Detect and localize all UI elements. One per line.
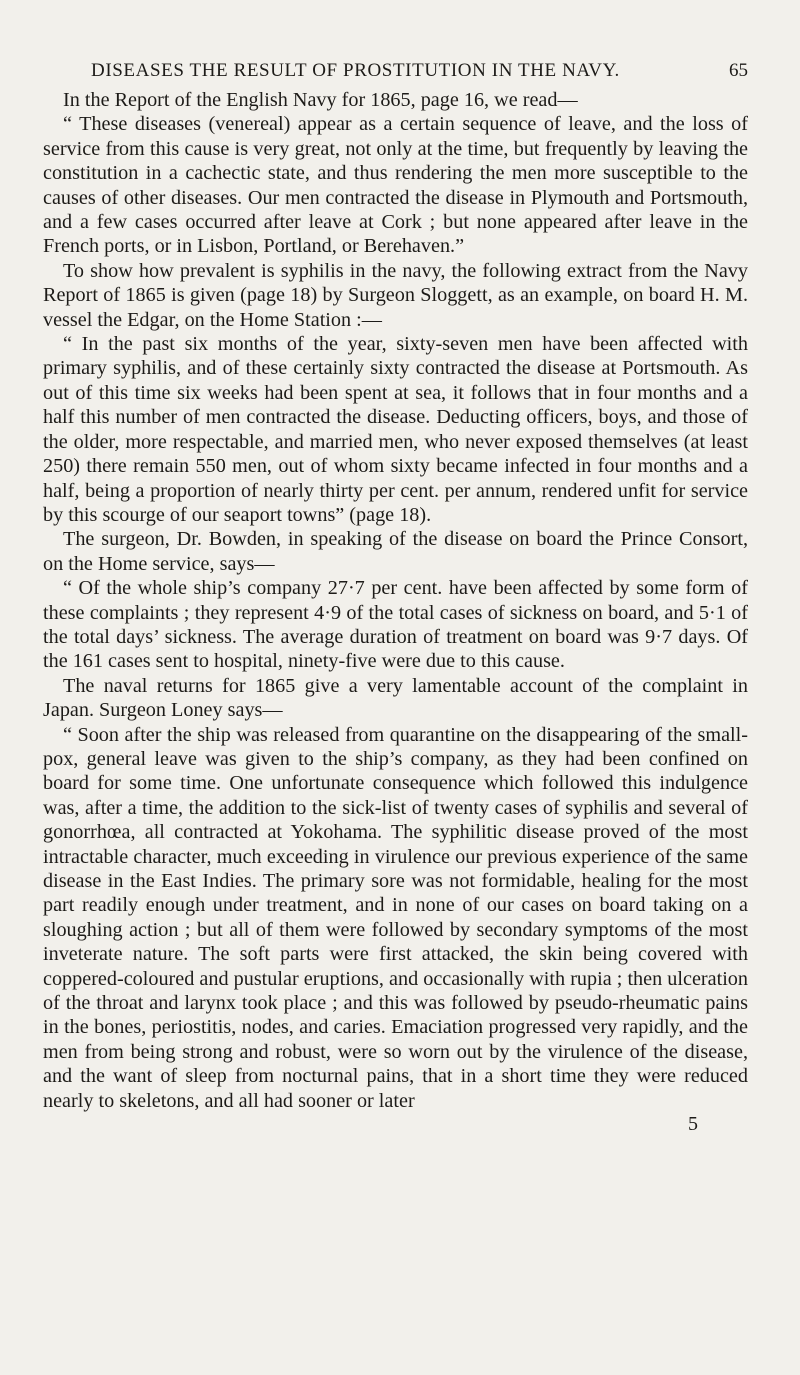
paragraph: “ In the past six months of the year, sixty-seven men have been affected with primary syphilis, and of these certainly sixty contracted the disease at Portsmouth. As out of this time six weeks had been spent at sea, it follows that in four months and a half this number of men contracted the disease. Deducting officers, boys, and those of the older, more respectable, and married men, who never exposed themselves (at least 250) there remain 550 men, out of whom sixty became infected in four months and a half, being a proportion of nearly thirty per cent. per annum, rendered unfit for service by this scourge of our seaport towns” (page 18). [43, 333, 748, 526]
paragraph: In the Report of the English Navy for 1865, page 16, we read— [63, 89, 578, 111]
running-title: DISEASES THE RESULT OF PROSTITUTION IN THE NAVY. [91, 60, 620, 81]
running-header [91, 60, 748, 86]
paragraph: The naval returns for 1865 give a very lamentable account of the complaint in Japan. Surgeon Loney says— [43, 674, 748, 722]
paragraph: The surgeon, Dr. Bowden, in speaking of the disease on board the Prince Consort, on the Home service, says— [43, 528, 748, 575]
paragraph: “ These diseases (venereal) appear as a certain sequence of leave, and the loss of service from this cause is very great, not only at the time, but frequently by leaving the constitution in a cachectic state, and thus rendering the men more susceptible to the causes of other diseases. Our men contracted the disease in Plymouth and Portsmouth, and a few cases occurred after leave at Cork ; but none appeared after leave in the French ports, or in Lisbon, Portland, or Berehaven.” [43, 113, 748, 258]
page-number: 65 [729, 60, 748, 81]
paragraph: To show how prevalent is syphilis in the navy, the following extract from the Navy Report of 1865 is given (page 18) by Surgeon Sloggett, as an example, on board H. M. vessel the Edgar, on the Home Station :— [43, 259, 748, 331]
signature-mark: 5 [688, 1113, 698, 1136]
paragraph: “ Of the whole ship’s company 27·7 per cent. have been affected by some form of these complaints ; they represent 4·9 of the total cases of sickness on board, and 5·1 of the total days’ sickness. The average duration of treatment on board was 9·7 days. Of the 161 cases sent to hospital, ninety-five were due to this cause. [43, 577, 748, 673]
body-text [43, 88, 748, 1113]
paragraph: “ Soon after the ship was released from quarantine on the disappearing of the small-pox, general leave was given to the ship’s company, as they had been confined on board for some time. One unfortunate consequence which followed this indulgence was, after a time, the addition to the sick-list of twenty cases of syphilis and several of gonorrhœa, all contracted at Yokohama. The syphilitic disease proved of the most intractable character, much exceeding in virulence our previous experience of the same disease in the East Indies. The primary sore was not formidable, healing for the most part readily enough under treatment, and in none of our cases on board taking on a sloughing action ; but all of them were followed by secondary symptoms of the most inveterate nature. The soft parts were first attacked, the skin being covered with coppered-coloured and pustular eruptions, and occasionally with rupia ; then ulceration of the throat and larynx took place ; and this was followed by pseudo-rheumatic pains in the bones, periostitis, nodes, and caries. Emaciation progressed very rapidly, and the men from being strong and robust, were so worn out by the virulence of the disease, and the want of sleep from nocturnal pains, that in a short time they were reduced nearly to skeletons, and all had sooner or later [43, 723, 748, 1112]
